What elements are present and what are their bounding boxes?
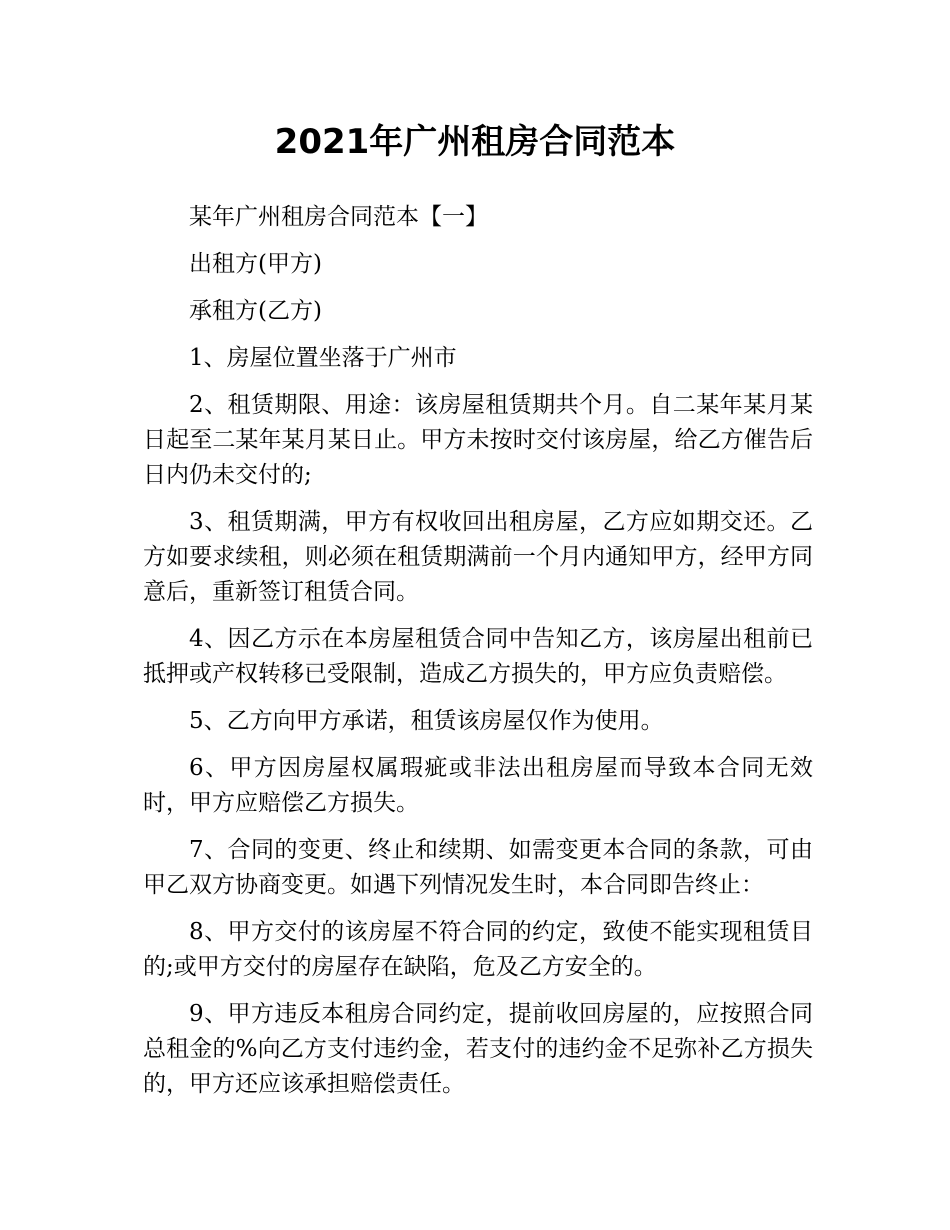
paragraph: 承租方(乙方)	[189, 298, 322, 324]
paragraph: 3、租赁期满，甲方有权收回出租房屋，乙方应如期交还。乙方如要求续租，则必须在租赁期满前一个月内通知甲方，经甲方同意后，重新签订租赁合同。	[143, 509, 813, 605]
paragraph: 7、合同的变更、终止和续期、如需变更本合同的条款，可由甲乙双方协商变更。如遇下列情况发生时，本合同即告终止：	[143, 837, 813, 898]
paragraph: 1、房屋位置坐落于广州市	[189, 345, 457, 371]
paragraph: 8、甲方交付的该房屋不符合同的约定，致使不能实现租赁目的;或甲方交付的房屋存在缺陷，危及乙方安全的。	[143, 919, 813, 980]
paragraph: 9、甲方违反本租房合同约定，提前收回房屋的，应按照合同总租金的%向乙方支付违约金，若支付的违约金不足弥补乙方损失的，甲方还应该承担赔偿责任。	[143, 1001, 813, 1097]
document-title: 2021年广州租房合同范本	[274, 122, 676, 162]
paragraph: 某年广州租房合同范本【一】	[189, 204, 488, 230]
paragraph: 出租方(甲方)	[189, 251, 322, 277]
paragraph: 4、因乙方示在本房屋租赁合同中告知乙方，该房屋出租前已抵押或产权转移已受限制，造成乙方损失的，甲方应负责赔偿。	[143, 626, 813, 687]
document-body	[143, 200, 813, 1114]
paragraph: 2、租赁期限、用途：该房屋租赁期共个月。自二某年某月某日起至二某年某月某日止。甲方未按时交付该房屋，给乙方催告后日内仍未交付的;	[143, 392, 813, 488]
paragraph: 5、乙方向甲方承诺，租赁该房屋仅作为使用。	[189, 708, 664, 734]
paragraph: 6、甲方因房屋权属瑕疵或非法出租房屋而导致本合同无效时，甲方应赔偿乙方损失。	[143, 755, 813, 816]
